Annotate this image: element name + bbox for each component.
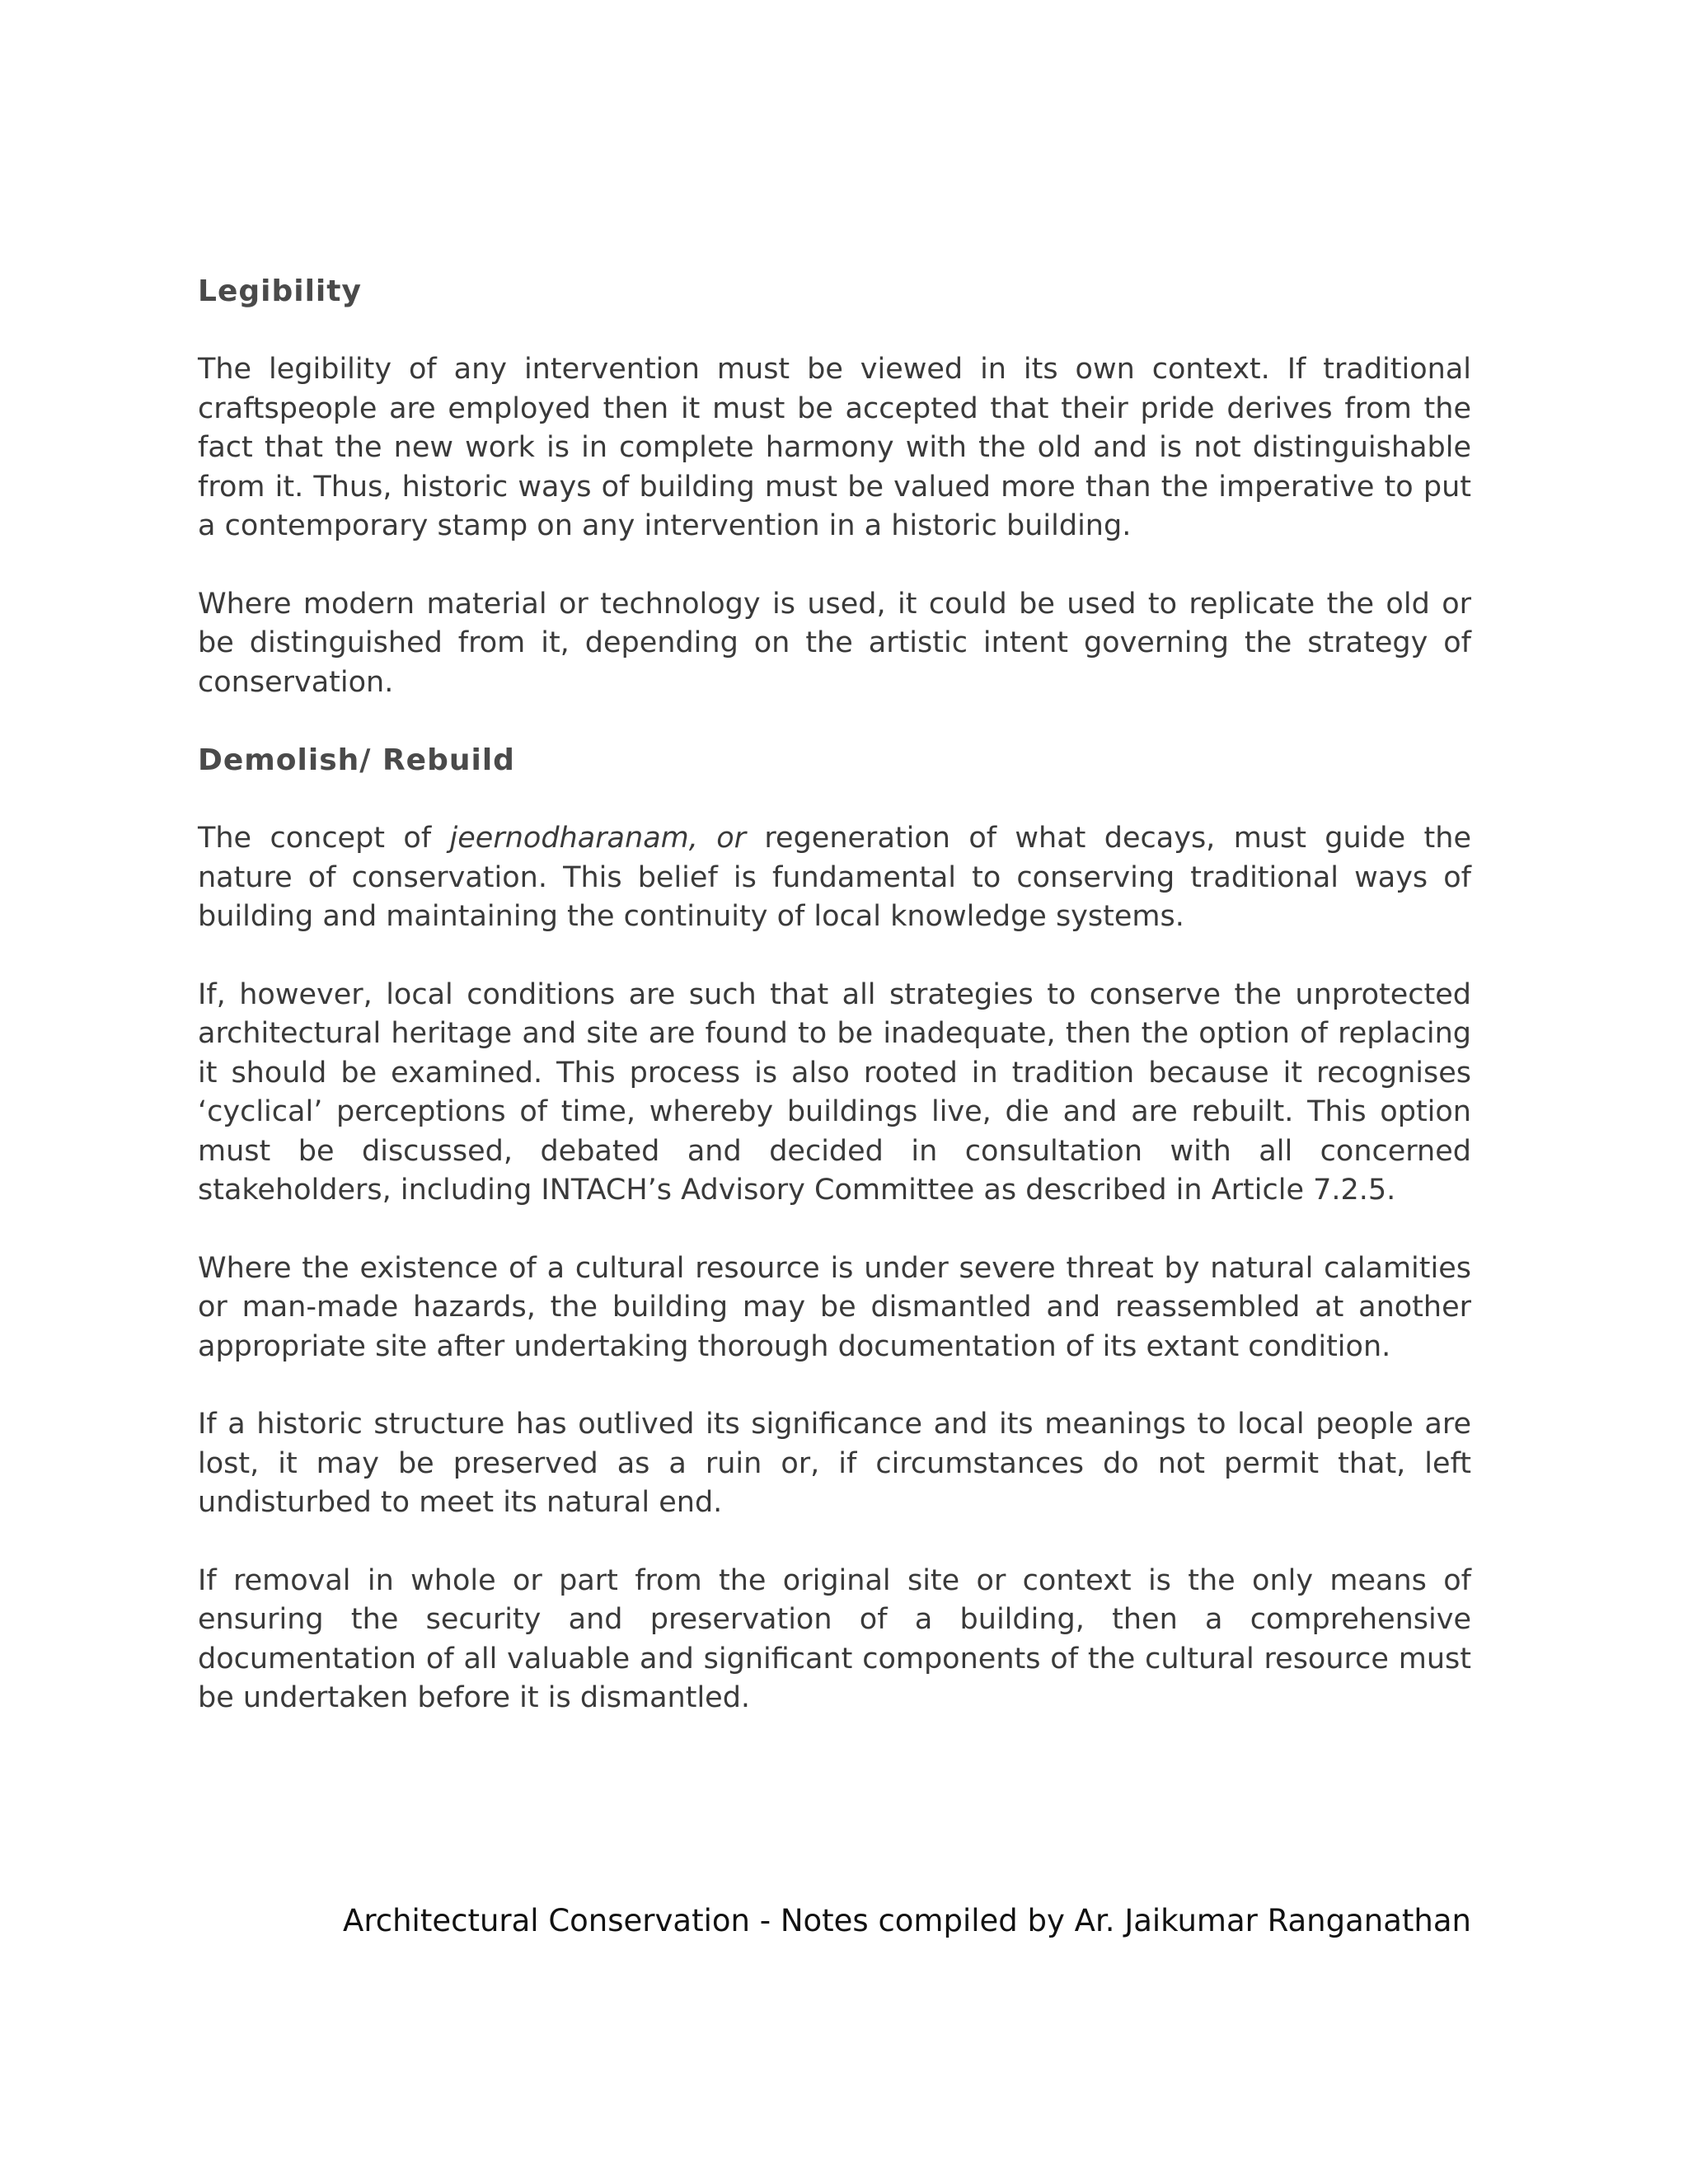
- paragraph: If removal in whole or part from the original site or context is the only means of ensuring the security and preservation of a building, then a comprehensive documentation of all valuable and significant components of the cultural resource must be undertaken before it is dismantled.: [198, 1563, 1471, 1714]
- section-heading-legibility: Legibility: [198, 274, 362, 308]
- paragraph: If a historic structure has outlived its significance and its meanings to local people are lost, it may be preserved as a ruin or, if circumstances do not permit that, left undisturbed to meet its natural end.: [198, 1408, 1471, 1519]
- intro-italic-term: jeernodharanam, or: [449, 822, 747, 855]
- paragraph: The legibility of any intervention must be viewed in its own context. If traditional craftspeople are employed then it must be accepted that their pride derives from the fact that the new work is in complete harmony with the old and is not distinguishable from it. Thus, historic ways of building must be valued more than the imperative to put a contemporary stamp on any intervention in a historic building.: [198, 353, 1471, 542]
- intro-text-after: regeneration of what decays, must guide the nature of conservation. This belief is fundamental to conserving traditional ways of building and maintaining the continuity of local knowledge systems.: [198, 822, 1472, 933]
- paragraph: If, however, local conditions are such that all strategies to conserve the unprotected architectural heritage and site are found to be inadequate, then the option of replacing it should be examined. This process is also rooted in tradition because it recognises ‘cyclical’ perceptions of time, whereby buildings live, die and are rebuilt. This option must be discussed, debated and decided in consultation with all concerned stakeholders, including INTACH’s Advisory Committee as described in Article 7.2.5.: [198, 977, 1471, 1207]
- paragraph-intro: [198, 819, 1471, 937]
- page-footer: Architectural Conservation - Notes compiled by Ar. Jaikumar Ranganathan: [343, 1903, 1471, 1938]
- intro-text-before: The concept of: [198, 822, 450, 855]
- document-body: [198, 272, 1471, 1718]
- paragraph: Where the existence of a cultural resource is under severe threat by natural calamities or man-made hazards, the building may be dismantled and reassembled at another appropriate site after undertaking thorough documentation of its extant condition.: [198, 1251, 1471, 1363]
- paragraph: Where modern material or technology is used, it could be used to replicate the old or be distinguished from it, depending on the artistic intent governing the strategy of conservation.: [198, 587, 1471, 699]
- section-heading-demolish-rebuild: Demolish/ Rebuild: [198, 743, 515, 777]
